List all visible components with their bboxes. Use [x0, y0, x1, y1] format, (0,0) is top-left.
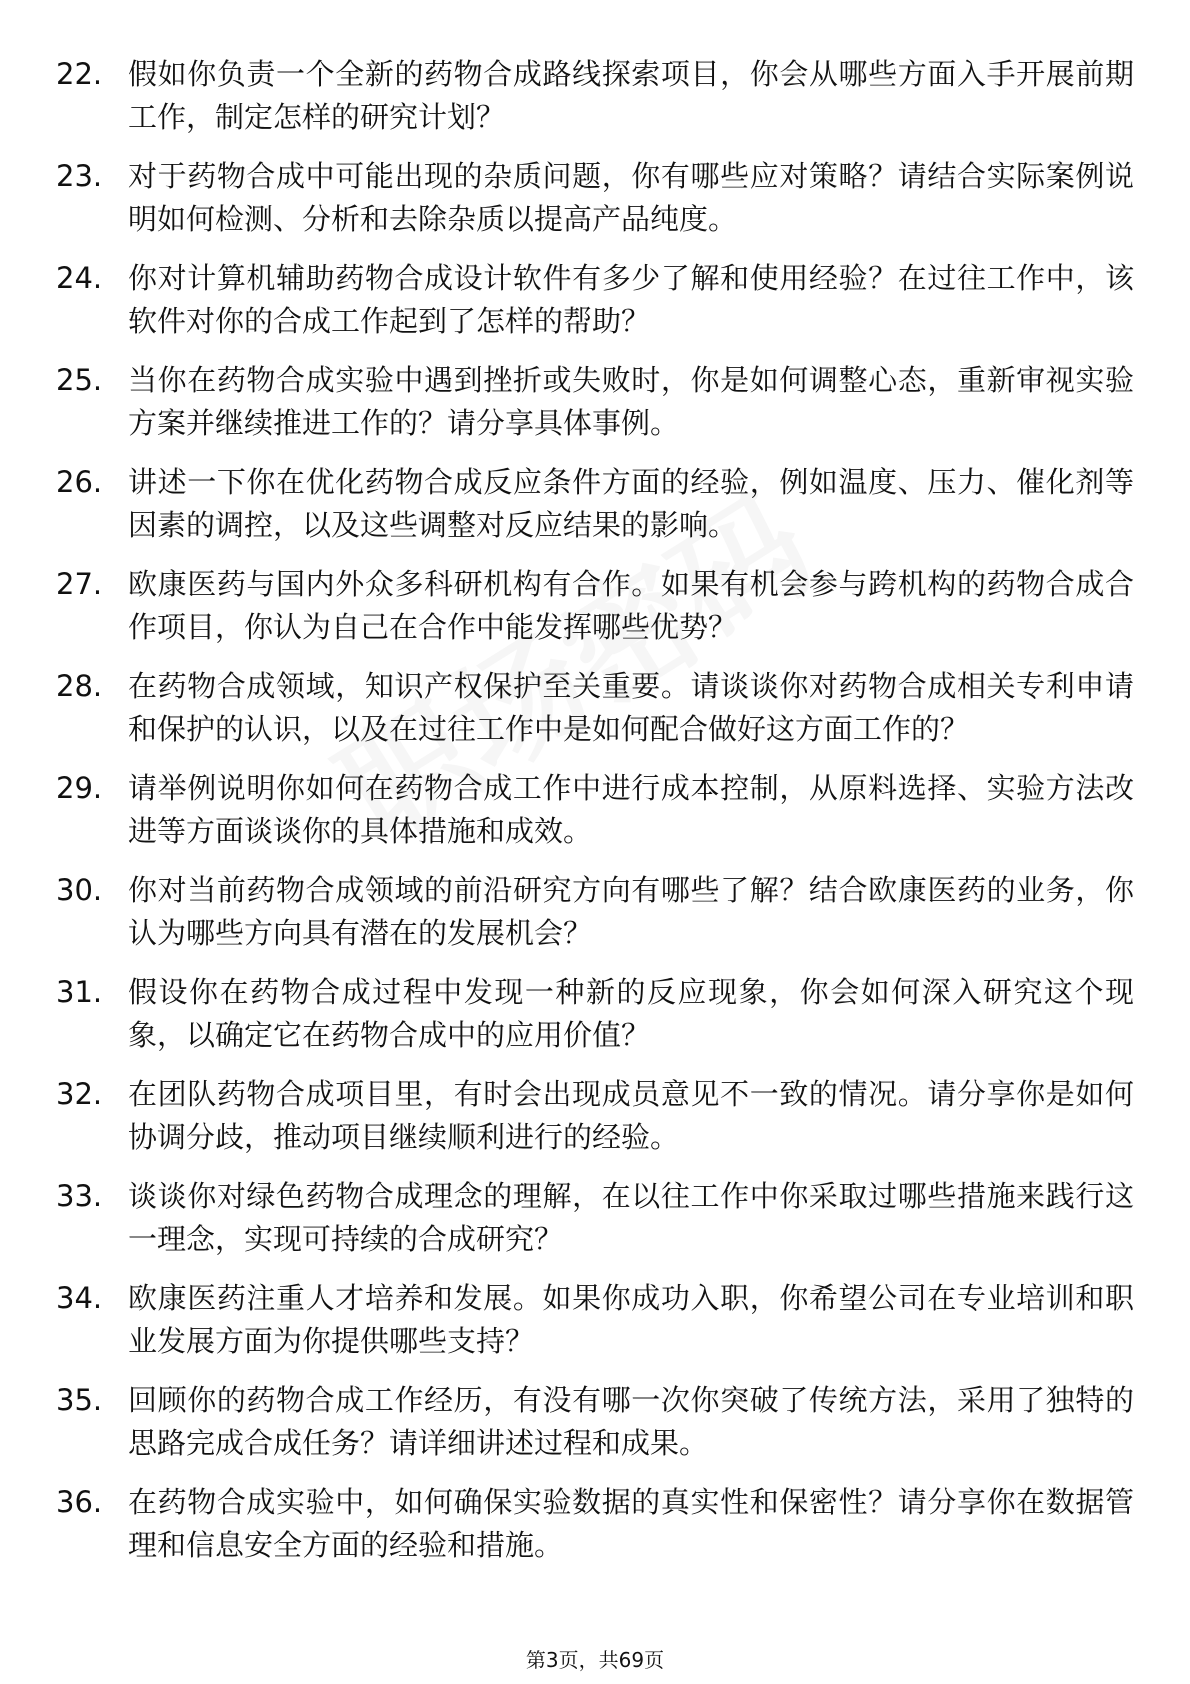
question-text: 请举例说明你如何在药物合成工作中进行成本控制，从原料选择、实验方法改进等方面谈谈你的具体措施和成效。	[128, 771, 1134, 848]
question-number: 36.	[56, 1485, 103, 1519]
question-number: 24.	[56, 261, 103, 295]
question-text: 当你在药物合成实验中遇到挫折或失败时，你是如何调整心态，重新审视实验方案并继续推进工作的？请分享具体事例。	[128, 363, 1134, 440]
question-number: 28.	[56, 669, 103, 703]
question-item	[56, 1277, 1136, 1363]
question-item	[56, 767, 1136, 853]
question-text: 你对当前药物合成领域的前沿研究方向有哪些了解？结合欧康医药的业务，你认为哪些方向具有潜在的发展机会？	[128, 873, 1134, 950]
question-number: 33.	[56, 1179, 103, 1213]
question-text: 假如你负责一个全新的药物合成路线探索项目，你会从哪些方面入手开展前期工作，制定怎样的研究计划？	[128, 57, 1134, 134]
question-item	[56, 1379, 1136, 1465]
question-item	[56, 53, 1136, 139]
question-number: 23.	[56, 159, 103, 193]
question-text: 谈谈你对绿色药物合成理念的理解，在以往工作中你采取过哪些措施来践行这一理念，实现可持续的合成研究？	[128, 1179, 1134, 1256]
question-text: 假设你在药物合成过程中发现一种新的反应现象，你会如何深入研究这个现象，以确定它在药物合成中的应用价值？	[128, 975, 1134, 1052]
question-item	[56, 1481, 1136, 1567]
question-text: 讲述一下你在优化药物合成反应条件方面的经验，例如温度、压力、催化剂等因素的调控，以及这些调整对反应结果的影响。	[128, 465, 1134, 542]
question-text: 对于药物合成中可能出现的杂质问题，你有哪些应对策略？请结合实际案例说明如何检测、分析和去除杂质以提高产品纯度。	[128, 159, 1134, 236]
question-item	[56, 461, 1136, 547]
question-number: 22.	[56, 57, 103, 91]
question-number: 26.	[56, 465, 103, 499]
question-item	[56, 869, 1136, 955]
question-number: 27.	[56, 567, 103, 601]
question-item	[56, 257, 1136, 343]
question-number: 35.	[56, 1383, 103, 1417]
question-list	[56, 53, 1136, 1583]
question-number: 25.	[56, 363, 103, 397]
question-number: 31.	[56, 975, 103, 1009]
question-text: 欧康医药注重人才培养和发展。如果你成功入职，你希望公司在专业培训和职业发展方面为你提供哪些支持？	[128, 1281, 1134, 1358]
question-number: 30.	[56, 873, 103, 907]
question-item	[56, 1175, 1136, 1261]
question-item	[56, 1073, 1136, 1159]
question-text: 在团队药物合成项目里，有时会出现成员意见不一致的情况。请分享你是如何协调分歧，推动项目继续顺利进行的经验。	[128, 1077, 1134, 1154]
question-text: 回顾你的药物合成工作经历，有没有哪一次你突破了传统方法，采用了独特的思路完成合成任务？请详细讲述过程和成果。	[128, 1383, 1134, 1460]
question-number: 34.	[56, 1281, 103, 1315]
question-item	[56, 155, 1136, 241]
question-text: 在药物合成领域，知识产权保护至关重要。请谈谈你对药物合成相关专利申请和保护的认识，以及在过往工作中是如何配合做好这方面工作的？	[128, 669, 1134, 746]
question-number: 32.	[56, 1077, 103, 1111]
question-item	[56, 563, 1136, 649]
question-text: 在药物合成实验中，如何确保实验数据的真实性和保密性？请分享你在数据管理和信息安全方面的经验和措施。	[128, 1485, 1134, 1562]
question-item	[56, 971, 1136, 1057]
question-text: 你对计算机辅助药物合成设计软件有多少了解和使用经验？在过往工作中，该软件对你的合成工作起到了怎样的帮助？	[128, 261, 1134, 338]
page-footer: 第3页，共69页	[525, 1648, 665, 1672]
question-item	[56, 665, 1136, 751]
question-text: 欧康医药与国内外众多科研机构有合作。如果有机会参与跨机构的药物合成合作项目，你认为自己在合作中能发挥哪些优势？	[128, 567, 1134, 644]
question-item	[56, 359, 1136, 445]
question-number: 29.	[56, 771, 103, 805]
